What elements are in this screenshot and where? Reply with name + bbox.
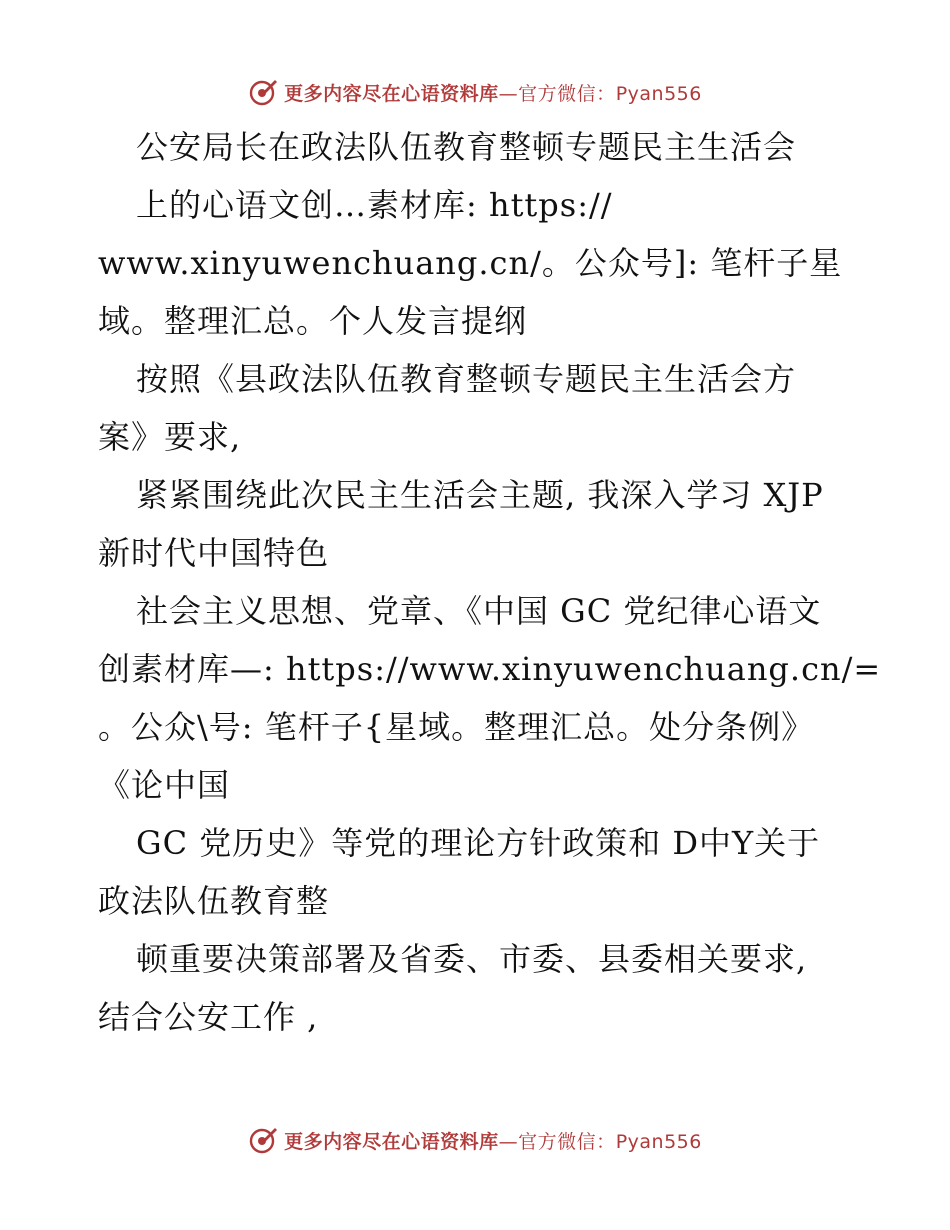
body-line: 《论中国 xyxy=(98,766,231,804)
body-line: 按照《县政法队伍教育整顿专题民主生活会方 xyxy=(136,360,797,398)
body-line: 社会主义思想、党章、《中国 GC 党纪律心语文 xyxy=(136,592,822,630)
body-line: GC 党历史》等党的理论方针政策和 D中Y关于 xyxy=(136,824,821,862)
body-line: 新时代中国特色 xyxy=(98,534,330,572)
pen-logo-icon xyxy=(248,1125,278,1155)
body-line: 上的心语文创…素材库: https:// xyxy=(136,186,613,224)
header-banner-text: 更多内容尽在心语资料库—官方微信：Pyan556 xyxy=(284,82,702,105)
pen-logo-icon xyxy=(248,77,278,107)
body-line: 政法队伍教育整 xyxy=(98,882,330,920)
document-body xyxy=(98,118,882,1046)
body-line: 紧紧围绕此次民主生活会主题, 我深入学习 XJP xyxy=(136,476,824,514)
body-line: 公安局长在政法队伍教育整顿专题民主生活会 xyxy=(136,128,797,166)
body-line: 创素材库—: https://www.xinyuwenchuang.cn/= xyxy=(98,650,882,688)
body-line: 结合公安工作 , xyxy=(98,998,319,1036)
body-line: 案》要求, xyxy=(98,418,242,456)
body-line: 。公众\号: 笔杆子{星域。整理汇总。处分条例》 xyxy=(98,708,815,746)
header-banner xyxy=(0,72,950,112)
footer-banner xyxy=(0,1120,950,1160)
body-line: 域。整理汇总。个人发言提纲 xyxy=(98,302,528,340)
footer-banner-text: 更多内容尽在心语资料库—官方微信：Pyan556 xyxy=(284,1130,702,1153)
body-line: 顿重要决策部署及省委、市委、县委相关要求, xyxy=(136,940,808,978)
body-line: www.xinyuwenchuang.cn/。公众号]: 笔杆子星 xyxy=(98,244,843,282)
